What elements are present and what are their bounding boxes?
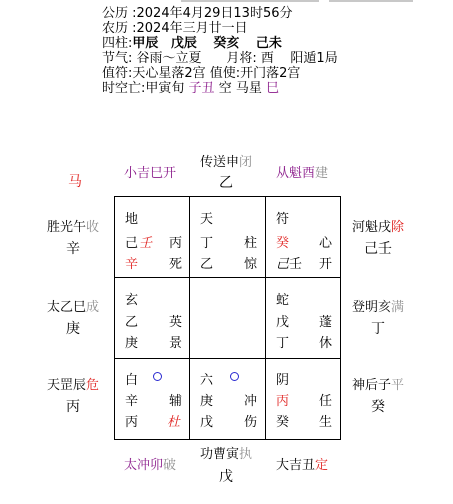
palace-star: 任 xyxy=(319,394,333,409)
outer-left-bot-state: 危 xyxy=(86,378,100,393)
outer-bot-mid xyxy=(200,447,252,485)
palace-god: 蛇 xyxy=(276,293,290,308)
palace-earth-stem: 乙 xyxy=(200,257,214,272)
outer-left-top xyxy=(47,220,99,257)
shikong-label: 时空亡:甲寅旬 xyxy=(102,81,185,96)
zhifu-line: 值符:天心星落2宫 值使:开门落2宫 xyxy=(102,66,301,81)
palace-star: 辅 xyxy=(169,394,183,409)
palace-door: 惊 xyxy=(244,257,258,272)
palace-stem: 辛 xyxy=(125,394,139,409)
outer-top-right-name: 从魁酉 xyxy=(276,166,316,181)
palace-gen[interactable] xyxy=(115,359,189,441)
outer-left-mid-state: 成 xyxy=(86,300,100,315)
outer-right-bot-state: 平 xyxy=(391,378,405,393)
palace-god: 地 xyxy=(125,212,139,227)
palace-xun[interactable] xyxy=(115,197,189,277)
ju-value: 阳遁1局 xyxy=(290,51,338,66)
outer-bot-right-state: 定 xyxy=(315,458,329,473)
palace-stem: 丙 xyxy=(276,394,290,409)
palace-li[interactable] xyxy=(190,197,265,277)
palace-earth-stem-2: 壬 xyxy=(289,257,303,272)
sizhu-line xyxy=(102,36,447,51)
outer-left-bot-stem: 丙 xyxy=(66,399,81,415)
palace-stem: 庚 xyxy=(200,394,214,409)
palace-earth-stem: 辛 xyxy=(125,257,139,272)
outer-top-mid-name: 传送申 xyxy=(200,155,240,170)
outer-left-mid-name: 太乙巳 xyxy=(47,300,87,315)
palace-star: 冲 xyxy=(244,394,258,409)
outer-top-left: 小吉巳开 xyxy=(124,166,177,181)
palace-earth-stem: 庚 xyxy=(125,336,139,351)
palace-god: 白 xyxy=(125,373,139,388)
outer-bot-mid-state: 执 xyxy=(239,447,253,462)
outer-top-right xyxy=(276,166,328,182)
outer-bot-left-name: 太冲卯 xyxy=(124,458,164,473)
outer-bot-right xyxy=(276,458,328,474)
outer-left-mid xyxy=(47,300,99,337)
palace-stem: 丁 xyxy=(200,236,214,251)
palace-dui[interactable] xyxy=(266,278,342,358)
palace-kan[interactable] xyxy=(190,359,265,441)
palace-earth-stem: 丁 xyxy=(276,336,290,351)
palace-door: 景 xyxy=(169,336,183,351)
palace-stem: 戊 xyxy=(276,315,290,330)
palace-earth-stem: 己 xyxy=(276,257,290,272)
palace-stem: 己 xyxy=(125,236,139,251)
palace-door: 生 xyxy=(319,415,333,430)
palace-god: 符 xyxy=(276,212,290,227)
outer-right-top-state: 除 xyxy=(391,220,405,235)
top-scrollbar-edge-2 xyxy=(329,0,413,2)
outer-right-mid-stem: 丁 xyxy=(371,321,386,337)
outer-left-top-state: 收 xyxy=(86,220,100,235)
palace-god: 天 xyxy=(200,212,214,227)
info-header xyxy=(102,6,447,96)
palace-stem: 乙 xyxy=(125,315,139,330)
palace-god: 阴 xyxy=(276,373,290,388)
palace-door: 休 xyxy=(319,336,333,351)
outer-left-top-name: 胜光午 xyxy=(47,220,87,235)
palace-star: 柱 xyxy=(244,236,258,251)
sizhu-label: 四柱: xyxy=(102,36,133,51)
outer-right-top-stem: 己壬 xyxy=(364,241,393,257)
outer-bot-mid-stem: 戊 xyxy=(219,469,234,485)
palace-god: 六 xyxy=(200,373,214,388)
outer-bot-left xyxy=(124,458,176,474)
palace-earth-stem: 戊 xyxy=(200,415,214,430)
outer-top-mid-stem: 乙 xyxy=(219,175,234,191)
outer-right-mid xyxy=(352,300,404,337)
outer-top-right-state: 建 xyxy=(315,166,329,181)
outer-right-bot xyxy=(352,378,404,415)
palace-god: 玄 xyxy=(125,293,139,308)
palace-door: 死 xyxy=(169,257,183,272)
outer-left-top-stem: 辛 xyxy=(66,241,81,257)
palace-earth-stem: 丙 xyxy=(125,415,139,430)
palace-star: 蓬 xyxy=(319,315,333,330)
palace-door: 开 xyxy=(319,257,333,272)
yuejiang-label: 月将: xyxy=(226,51,257,66)
outer-top-mid-state: 闭 xyxy=(239,155,253,170)
palace-star: 心 xyxy=(319,236,333,251)
shikong-line xyxy=(102,81,447,96)
outer-right-mid-state: 满 xyxy=(391,300,405,315)
palace-door: 杜 xyxy=(167,415,181,430)
jieqi-value: 谷雨～立夏 xyxy=(136,51,202,66)
nongli-line: 农历 :2024年三月廿一日 xyxy=(102,21,248,36)
palace-zhen[interactable] xyxy=(115,278,189,358)
outer-left-bot xyxy=(47,378,99,415)
year-pillar: 甲辰 xyxy=(132,36,159,51)
outer-right-bot-stem: 癸 xyxy=(371,399,386,415)
palace-stem-2: 壬 xyxy=(139,236,153,251)
palace-door: 伤 xyxy=(244,415,258,430)
yuejiang-value: 酉 xyxy=(260,51,274,66)
kong-zhi: 子丑 xyxy=(188,81,215,96)
outer-bot-left-state: 破 xyxy=(163,458,177,473)
palace-center[interactable] xyxy=(190,278,265,358)
outer-left-bot-name: 天罡辰 xyxy=(47,378,87,393)
horse-marker: 马 xyxy=(68,174,82,190)
nine-palace-grid xyxy=(114,196,341,440)
month-pillar: 戊辰 xyxy=(170,36,197,51)
outer-right-bot-name: 神后子 xyxy=(352,378,392,393)
palace-star: 英 xyxy=(169,315,183,330)
kong-text: 空 xyxy=(218,81,232,96)
outer-bot-right-name: 大吉丑 xyxy=(276,458,316,473)
outer-top-mid xyxy=(200,155,252,191)
jieqi-label: 节气: xyxy=(102,51,133,66)
day-pillar: 癸亥 xyxy=(213,36,240,51)
palace-kun[interactable] xyxy=(266,197,342,277)
palace-qian[interactable] xyxy=(266,359,342,441)
outer-right-top-name: 河魁戌 xyxy=(352,220,392,235)
outer-right-mid-name: 登明亥 xyxy=(352,300,392,315)
outer-right-top xyxy=(352,220,404,257)
palace-stem: 癸 xyxy=(276,236,290,251)
outer-bot-mid-name: 功曹寅 xyxy=(200,447,240,462)
palace-earth-stem: 癸 xyxy=(276,415,290,430)
jieqi-line xyxy=(102,51,447,66)
ma-zhi: 巳 xyxy=(266,81,280,96)
maxing-label: 马星 xyxy=(235,81,262,96)
palace-stem-3: 丙 xyxy=(169,236,183,251)
gongli-line: 公历 :2024年4月29日13时56分 xyxy=(102,6,293,21)
top-scrollbar-edge xyxy=(181,0,319,2)
outer-left-mid-stem: 庚 xyxy=(66,321,81,337)
hour-pillar: 己未 xyxy=(255,36,282,51)
